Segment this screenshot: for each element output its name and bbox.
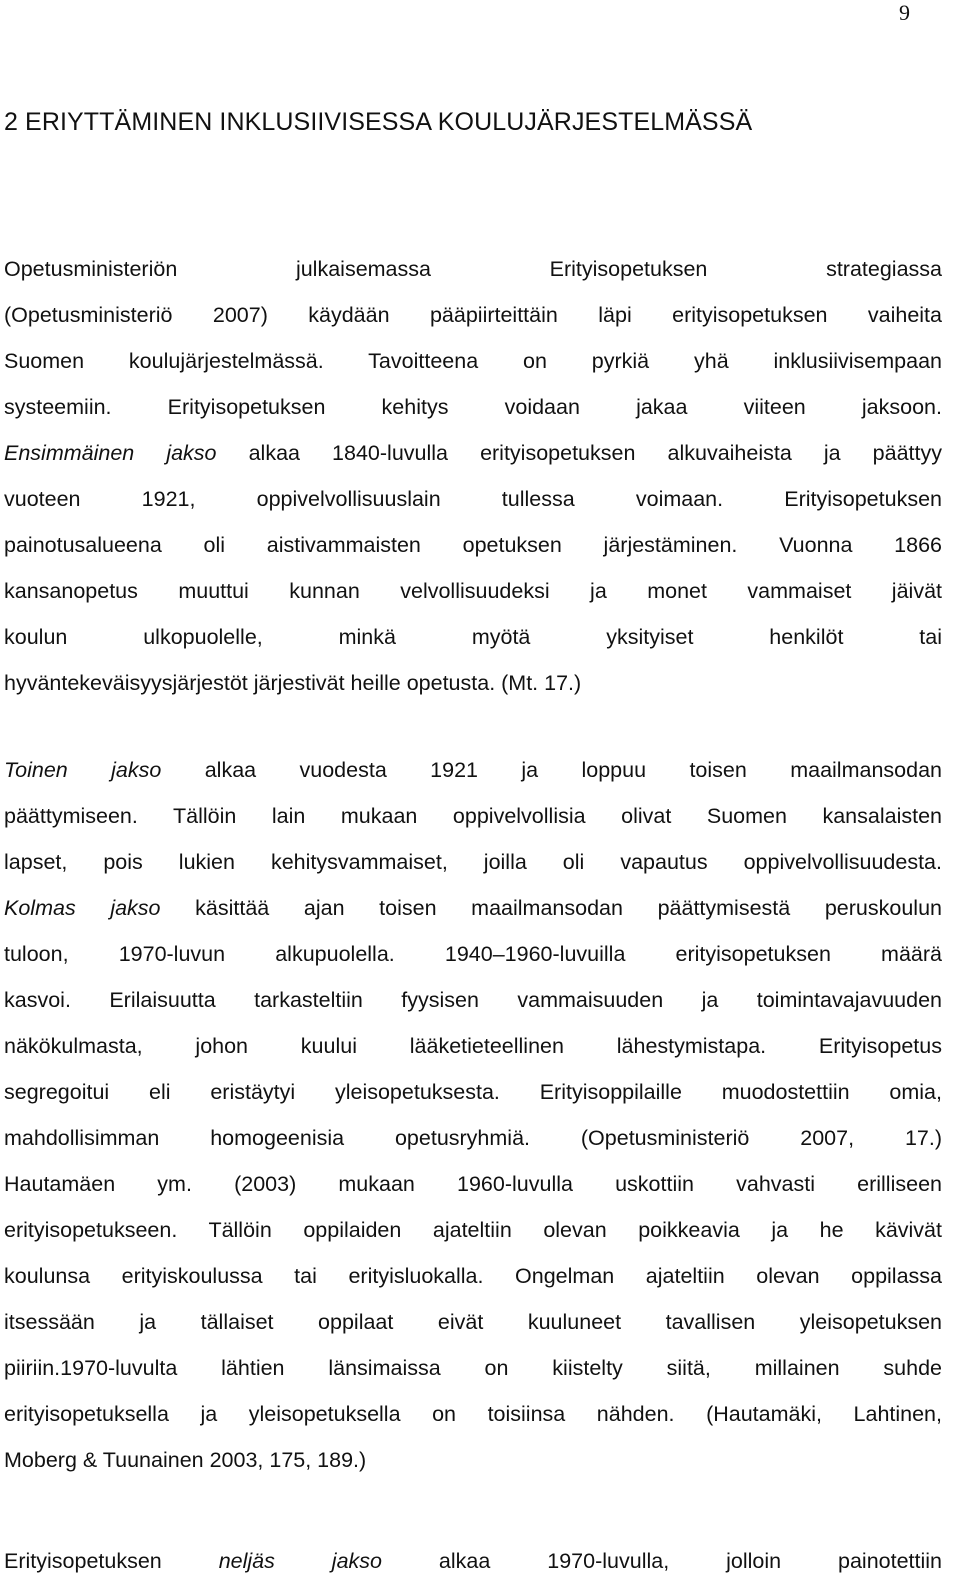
text-line: Opetusministeriön julkaisemassa Erityisopetuksen strategiassa: [4, 257, 942, 281]
text-line: [4, 885, 942, 931]
text-line: systeemiin. Erityisopetuksen kehitys voidaan jakaa viiteen jaksoon.: [4, 395, 942, 419]
text-run: Erityisopetuksen: [4, 1549, 219, 1573]
text-line: erityisopetukseen. Tällöin oppilaiden ajateltiin olevan poikkeavia ja he kävivät: [4, 1218, 942, 1242]
paragraph-1: [4, 246, 942, 706]
text-line: Suomen koulujärjestelmässä. Tavoitteena on pyrkiä yhä inklusiivisempaan: [4, 349, 942, 373]
text-line: näkökulmasta, johon kuului lääketieteellinen lähestymistapa. Erityisopetus: [4, 1034, 942, 1058]
text-line: (Opetusministeriö 2007) käydään pääpiirteittäin läpi erityisopetuksen vaiheita: [4, 303, 942, 327]
text-line: vuoteen 1921, oppivelvollisuuslain tullessa voimaan. Erityisopetuksen: [4, 487, 942, 511]
text-line: [4, 430, 942, 476]
text-line: kansanopetus muuttui kunnan velvollisuudeksi ja monet vammaiset jäivät: [4, 579, 942, 603]
text-run: alkaa 1840-luvulla erityisopetuksen alkuvaiheista ja päättyy: [216, 441, 942, 465]
page-number: 9: [899, 0, 910, 25]
text-line: koulun ulkopuolelle, minkä myötä yksityiset henkilöt tai: [4, 625, 942, 649]
text-line: itsessään ja tällaiset oppilaat eivät kuuluneet tavallisen yleisopetuksen: [4, 1310, 942, 1334]
text-line: painotusalueena oli aistivammaisten opetuksen järjestäminen. Vuonna 1866: [4, 533, 942, 557]
emphasis-fourth-period: neljäs jakso: [218, 1549, 382, 1573]
emphasis-third-period: Kolmas jakso: [4, 896, 161, 920]
text-run: alkaa vuodesta 1921 ja loppuu toisen maailmansodan: [161, 758, 942, 782]
text-line: mahdollisimman homogeenisia opetusryhmiä. (Opetusministeriö 2007, 17.): [4, 1126, 942, 1150]
emphasis-second-period: Toinen jakso: [4, 758, 162, 782]
text-line: [4, 747, 942, 793]
text-line: lapset, pois lukien kehitysvammaiset, joilla oli vapautus oppivelvollisuudesta.: [4, 850, 942, 874]
text-line: Hautamäen ym. (2003) mukaan 1960-luvulla uskottiin vahvasti erilliseen: [4, 1172, 942, 1196]
text-line: päättymiseen. Tällöin lain mukaan oppivelvollisia olivat Suomen kansalaisten: [4, 804, 942, 828]
text-line: tuloon, 1970-luvun alkupuolella. 1940–1960-luvuilla erityisopetuksen määrä: [4, 942, 942, 966]
text-run: käsittää ajan toisen maailmansodan päättymisestä peruskoulun: [160, 896, 942, 920]
text-line: segregoitui eli eristäytyi yleisopetuksesta. Erityisoppilaille muodostettiin omia,: [4, 1080, 942, 1104]
text-line: [4, 1538, 942, 1584]
text-line: Moberg & Tuunainen 2003, 175, 189.): [4, 1448, 367, 1472]
text-run: alkaa 1970-luvulla, jolloin painotettiin: [382, 1549, 943, 1573]
chapter-title: 2 ERIYTTÄMINEN INKLUSIIVISESSA KOULUJÄRJESTELMÄSSÄ: [4, 108, 753, 136]
text-line: koulunsa erityiskoulussa tai erityisluokalla. Ongelman ajateltiin olevan oppilassa: [4, 1264, 942, 1288]
emphasis-first-period: Ensimmäinen jakso: [4, 441, 217, 465]
text-line: erityisopetuksella ja yleisopetuksella on toisiinsa nähden. (Hautamäki, Lahtinen,: [4, 1402, 942, 1426]
text-line: kasvoi. Erilaisuutta tarkasteltiin fyysisen vammaisuuden ja toimintavajavuuden: [4, 988, 942, 1012]
text-line: piiriin.1970-luvulta lähtien länsimaissa on kiistelty siitä, millainen suhde: [4, 1356, 942, 1380]
paragraph-3: [4, 1538, 942, 1584]
text-line: hyväntekeväisyysjärjestöt järjestivät heille opetusta. (Mt. 17.): [4, 671, 582, 695]
paragraph-2: [4, 747, 942, 1483]
